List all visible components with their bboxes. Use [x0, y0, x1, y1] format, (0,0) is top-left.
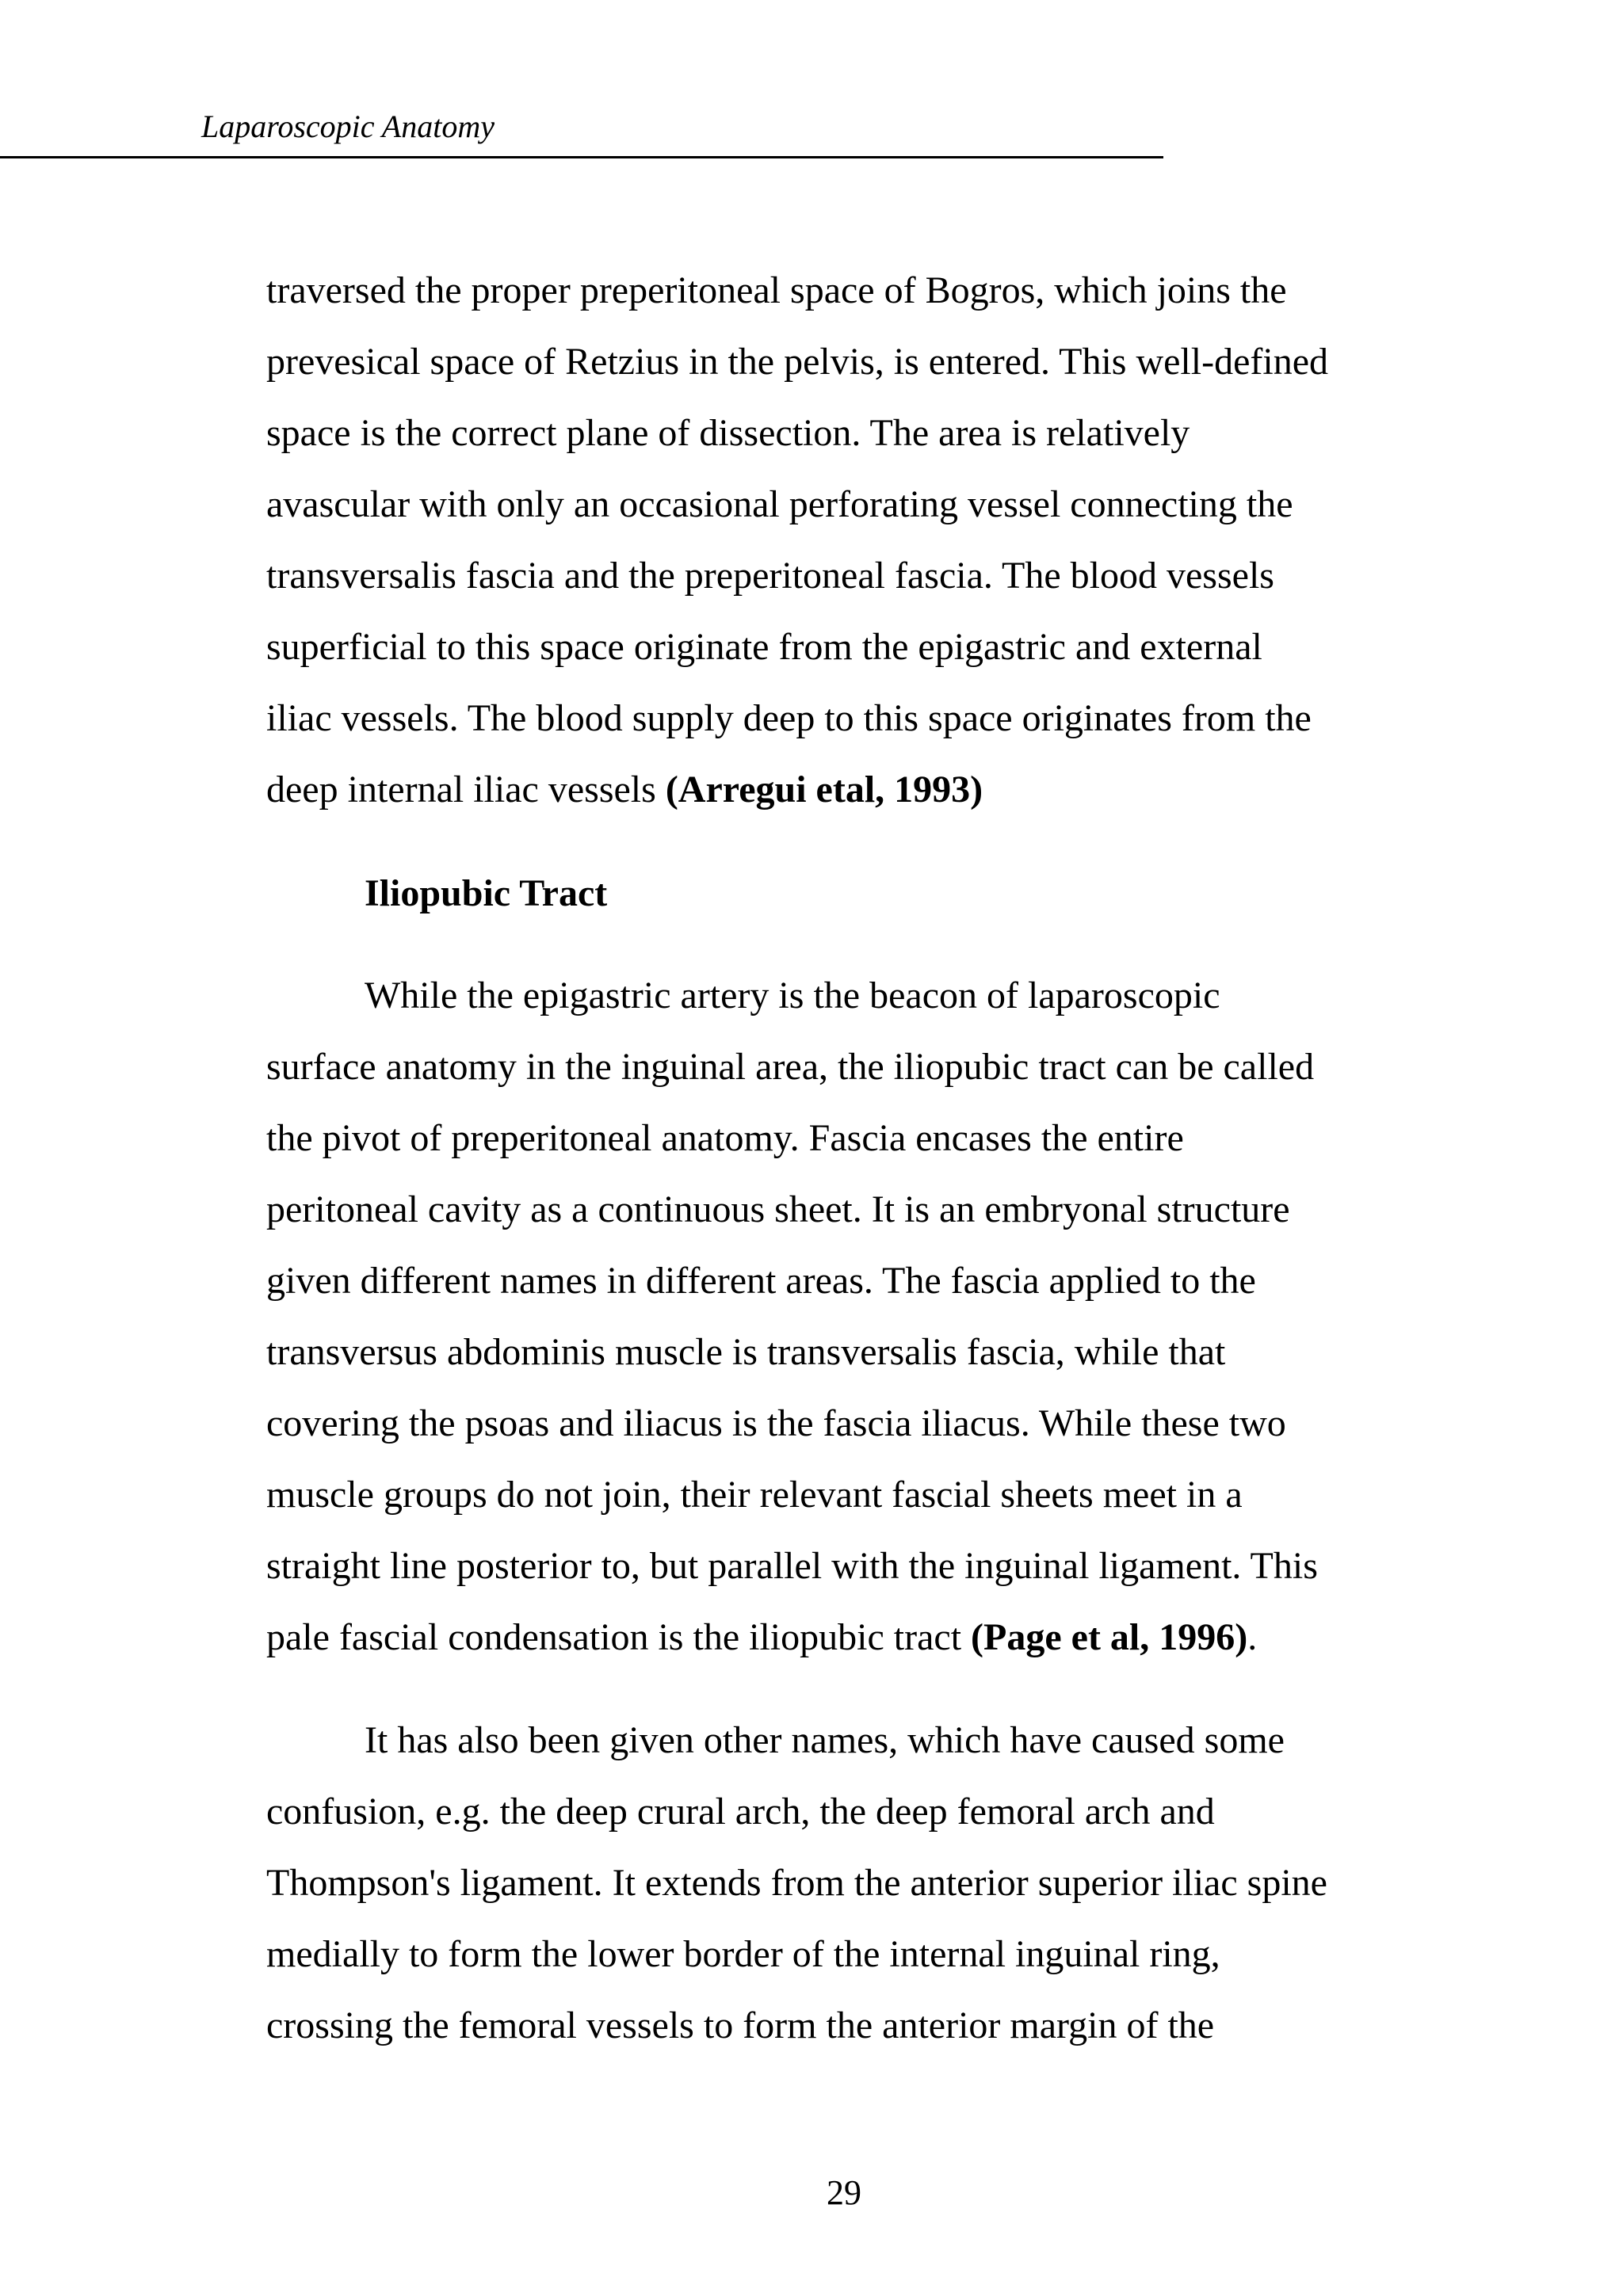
text-line: the pivot of preperitoneal anatomy. Fascia encases the entire — [266, 1117, 1184, 1159]
text-line: superficial to this space originate from the epigastric and external — [266, 626, 1262, 668]
text-line: Thompson's ligament. It extends from the anterior superior iliac spine — [266, 1862, 1327, 1904]
trailing-punctuation: . — [1247, 1616, 1258, 1658]
text-line: crossing the femoral vessels to form the anterior margin of the — [266, 2004, 1215, 2046]
paragraph-2 — [266, 960, 1455, 1673]
paragraph-1 — [266, 255, 1455, 826]
text-line: traversed the proper preperitoneal space of Bogros, which joins the — [266, 269, 1287, 311]
text-line: confusion, e.g. the deep crural arch, the deep femoral arch and — [266, 1791, 1215, 1833]
text-line-last — [266, 1602, 1455, 1673]
text-line: surface anatomy in the inguinal area, the iliopubic tract can be called — [266, 1046, 1315, 1088]
paragraph-3 — [266, 1705, 1455, 2061]
text-line: space is the correct plane of dissection. The area is relatively — [266, 412, 1190, 454]
text-line: peritoneal cavity as a continuous sheet. It is an embryonal structure — [266, 1188, 1290, 1230]
citation: (Arregui etal, 1993) — [665, 769, 983, 810]
page-number: 29 — [827, 2173, 861, 2212]
text-line: given different names in different areas. The fascia applied to the — [266, 1260, 1256, 1302]
header-rule — [0, 156, 1163, 158]
citation: (Page et al, 1996) — [971, 1616, 1248, 1658]
line-text: pale fascial condensation is the iliopubic tract — [266, 1616, 972, 1658]
text-line: prevesical space of Retzius in the pelvis, is entered. This well-defined — [266, 341, 1329, 383]
section-heading: Iliopubic Tract — [365, 872, 608, 914]
text-line: iliac vessels. The blood supply deep to this space originates from the — [266, 697, 1312, 739]
line-text: deep internal iliac vessels — [266, 769, 666, 810]
text-line: covering the psoas and iliacus is the fascia iliacus. While these two — [266, 1402, 1286, 1444]
text-line-last — [266, 754, 1455, 826]
text-line: transversus abdominis muscle is transversalis fascia, while that — [266, 1331, 1226, 1373]
text-line-indented: It has also been given other names, which have caused some — [365, 1719, 1285, 1761]
text-line: transversalis fascia and the preperitoneal fascia. The blood vessels — [266, 555, 1274, 597]
text-line: straight line posterior to, but parallel with the inguinal ligament. This — [266, 1545, 1318, 1587]
text-line: avascular with only an occasional perforating vessel connecting the — [266, 483, 1293, 525]
running-header: Laparoscopic Anatomy — [201, 109, 495, 144]
text-line: medially to form the lower border of the internal inguinal ring, — [266, 1933, 1220, 1975]
text-line: muscle groups do not join, their relevant fascial sheets meet in a — [266, 1474, 1243, 1516]
text-line-indented: While the epigastric artery is the beacon of laparoscopic — [365, 974, 1220, 1016]
